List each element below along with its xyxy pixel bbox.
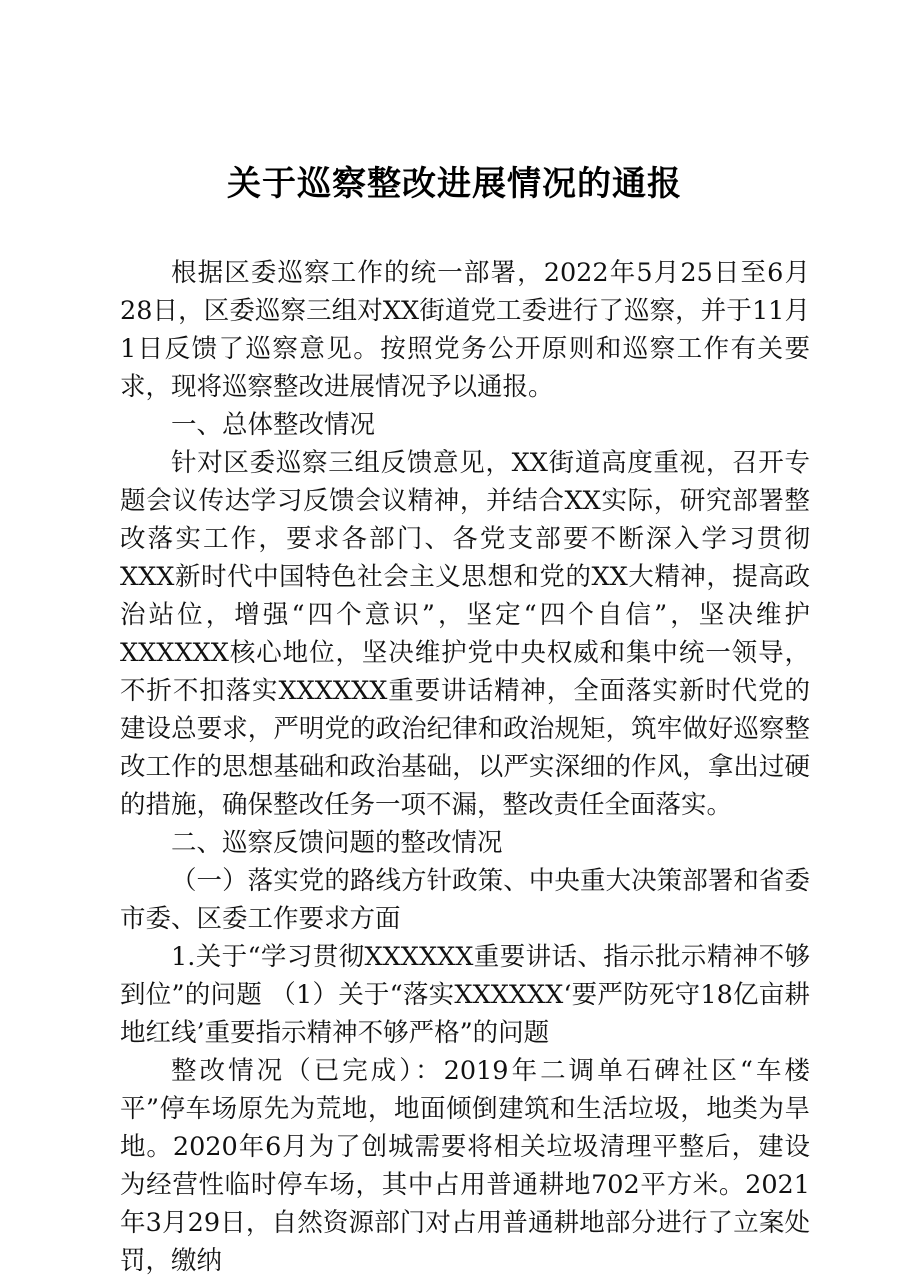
subsection-heading-1: （一）落实党的路线方针政策、中央重大决策部署和省委市委、区委工作要求方面 bbox=[120, 866, 810, 934]
paragraph-overall: 针对区委巡察三组反馈意见，XX街道高度重视，召开专题会议传达学习反馈会议精神，并结合XX实际，研究部署整改落实工作，要求各部门、各党支部要不断深入学习贯彻XXX新时代中国特色社会主义思想和党的XX大精神，提高政治站位，增强“四个意识”，坚定“四个自信”，坚决维护XXXXXX核心地位，坚决维护党中央权威和集中统一领导，不折不扣落实XXXXXX重要讲话精神，全面落实新时代党的建设总要求，严明党的政治纪律和政治规矩，筑牢做好巡察整改工作的思想基础和政治基础，以严实深细的作风，拿出过硬的措施，确保整改任务一项不漏，整改责任全面落实。 bbox=[120, 448, 810, 820]
item-heading-1: 1.关于“学习贯彻XXXXXX重要讲话、指示批示精神不够到位”的问题 （1）关于“落实XXXXXX‘要严防死守18亿亩耕地红线’重要指示精神不够严格”的问题 bbox=[120, 942, 810, 1048]
document-title: 关于巡察整改进展情况的通报 bbox=[227, 164, 682, 204]
section-heading-overall: 一、总体整改情况 bbox=[171, 410, 376, 440]
paragraph-intro: 根据区委巡察工作的统一部署，2022年5月25日至6月28日，区委巡察三组对XX街道党工委进行了巡察，并于11月1日反馈了巡察意见。按照党务公开原则和巡察工作有关要求，现将巡察整改进展情况予以通报。 bbox=[120, 258, 810, 402]
section-heading-rectification: 二、巡察反馈问题的整改情况 bbox=[171, 828, 503, 858]
paragraph-rectification-status: 整改情况（已完成）：2019年二调单石碑社区“车楼平”停车场原先为荒地，地面倾倒建筑和生活垃圾，地类为旱地。2020年6月为了创城需要将相关垃圾清理平整后，建设为经营性临时停车场，其中占用普通耕地702平方米。2021年3月29日，自然资源部门对占用普通耕地部分进行了立案处罚，缴纳 bbox=[120, 1056, 810, 1276]
document-body bbox=[120, 254, 810, 1280]
